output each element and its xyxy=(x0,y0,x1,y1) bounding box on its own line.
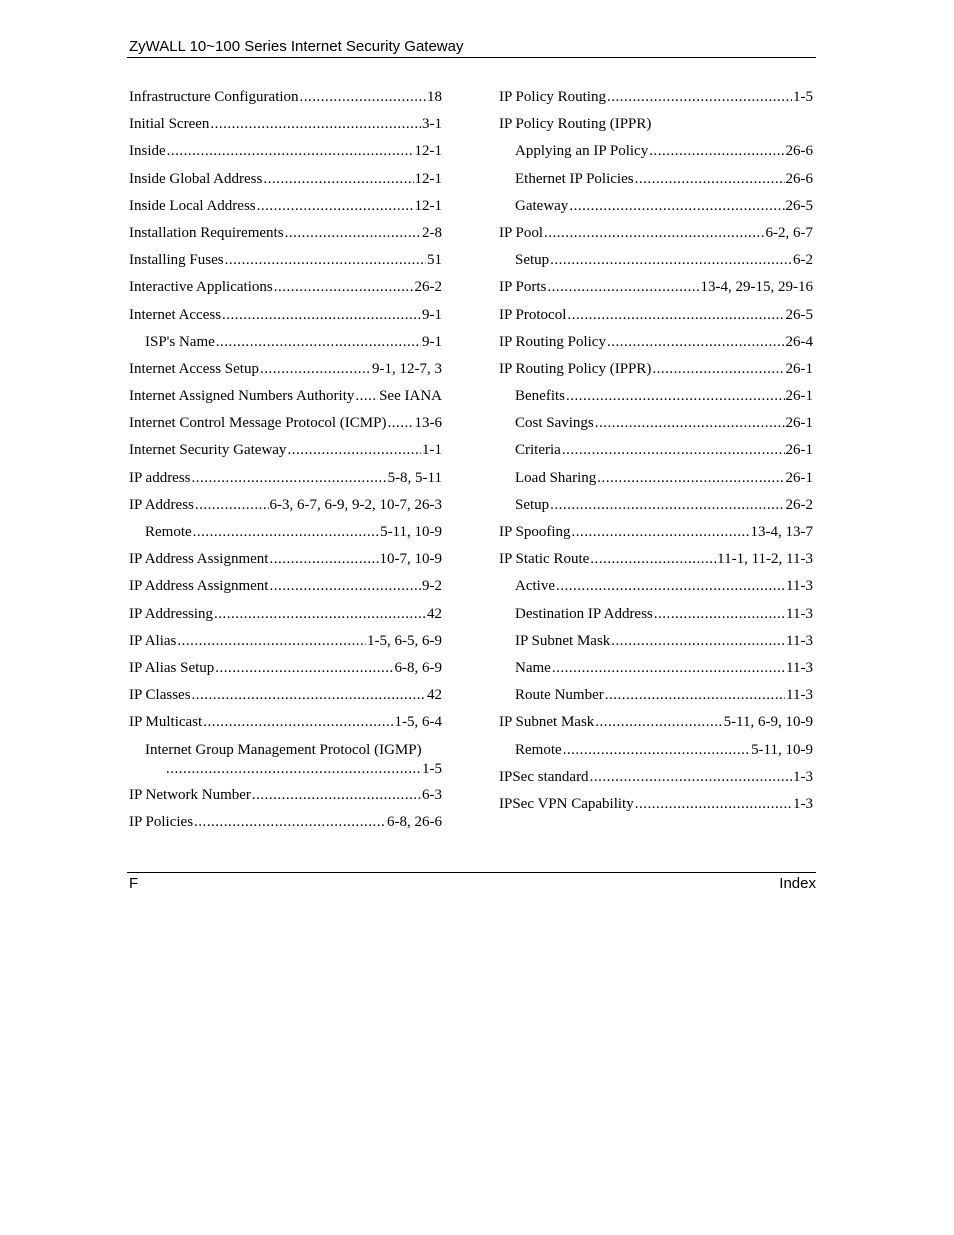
dot-leader xyxy=(544,224,764,243)
index-entry xyxy=(129,306,442,333)
index-page-numbers: 5-11, 6-9, 10-9 xyxy=(723,714,813,731)
index-term: IP address xyxy=(129,469,191,486)
index-entry xyxy=(129,142,442,169)
index-term: Name xyxy=(515,659,551,676)
index-term: IP Ports xyxy=(499,279,547,296)
index-term: IP Routing Policy xyxy=(499,333,606,350)
index-page-numbers: 1-3 xyxy=(793,795,813,812)
index-term: IPSec VPN Capability xyxy=(499,795,634,812)
index-entry xyxy=(499,605,813,632)
index-entry xyxy=(499,115,813,142)
dot-leader xyxy=(562,441,785,460)
dot-leader xyxy=(572,523,750,542)
index-term: IP Routing Policy (IPPR) xyxy=(499,360,652,377)
dot-leader xyxy=(566,387,785,406)
dot-leader xyxy=(550,496,784,515)
index-page-numbers: 9-2 xyxy=(422,578,442,595)
index-page-numbers: See IANA xyxy=(379,388,442,405)
index-term: IP Addressing xyxy=(129,605,214,622)
index-entry xyxy=(129,713,442,740)
index-term: IP Classes xyxy=(129,687,191,704)
index-term: Destination IP Address xyxy=(515,605,653,622)
index-page-numbers: 6-3 xyxy=(422,786,442,803)
dot-leader xyxy=(210,115,421,134)
index-page-numbers: 5-11, 10-9 xyxy=(751,741,813,758)
index-page-numbers: 10-7, 10-9 xyxy=(379,551,442,568)
dot-leader xyxy=(193,523,379,542)
dot-leader xyxy=(222,306,421,325)
index-page-numbers: 13-6 xyxy=(414,415,442,432)
index-entry xyxy=(499,686,813,713)
index-term: IP Address Assignment xyxy=(129,578,269,595)
index-page-numbers: 11-1, 11-2, 11-3 xyxy=(717,551,813,568)
index-term: Applying an IP Policy xyxy=(515,143,649,160)
index-term: IP Subnet Mask xyxy=(515,632,611,649)
index-page-numbers: 12-1 xyxy=(414,170,442,187)
index-entry xyxy=(129,251,442,278)
index-entry xyxy=(499,88,813,115)
index-entry xyxy=(129,741,442,786)
index-entry xyxy=(499,469,813,496)
dot-leader xyxy=(166,760,421,779)
index-page-numbers: 26-1 xyxy=(785,415,813,432)
index-term: Load Sharing xyxy=(515,469,597,486)
index-page-numbers: 12-1 xyxy=(414,143,442,160)
index-entry xyxy=(499,224,813,251)
footer-index-label: Index xyxy=(779,875,816,892)
dot-leader xyxy=(556,577,785,596)
dot-leader xyxy=(257,197,414,216)
index-entry xyxy=(129,441,442,468)
index-entry xyxy=(129,333,442,360)
index-entry xyxy=(129,278,442,305)
dot-leader xyxy=(605,686,785,705)
dot-leader xyxy=(652,360,784,379)
dot-leader xyxy=(274,278,414,297)
dot-leader xyxy=(611,632,785,651)
index-page-numbers: 18 xyxy=(427,89,442,105)
index-page-numbers: 13-4, 29-15, 29-16 xyxy=(700,279,813,296)
index-entry xyxy=(129,632,442,659)
dot-leader xyxy=(203,713,393,732)
index-page-numbers: 26-2 xyxy=(414,279,442,296)
index-entry xyxy=(129,813,442,840)
header-rule xyxy=(127,57,816,58)
dot-leader xyxy=(552,659,785,678)
index-term: Infrastructure Configuration xyxy=(129,89,299,105)
index-page-numbers: 26-1 xyxy=(785,442,813,459)
index-term: ISP's Name xyxy=(145,333,215,350)
index-term: IP Protocol xyxy=(499,306,567,323)
dot-leader xyxy=(654,605,785,624)
index-page-numbers: 42 xyxy=(427,605,442,622)
dot-leader xyxy=(355,387,378,406)
index-page-numbers: 5-11, 10-9 xyxy=(380,524,442,540)
dot-leader xyxy=(269,577,421,596)
dot-leader xyxy=(263,170,413,189)
dot-leader xyxy=(563,741,750,760)
index-column-right xyxy=(499,88,813,822)
dot-leader xyxy=(595,713,722,732)
dot-leader xyxy=(194,813,386,832)
index-page-numbers: 6-2 xyxy=(793,252,813,269)
index-term: IP Subnet Mask xyxy=(499,714,595,731)
index-page-numbers: 6-3, 6-7, 6-9, 9-2, 10-7, 26-3 xyxy=(269,496,442,513)
index-page-numbers: 26-5 xyxy=(785,197,813,214)
dot-leader xyxy=(590,550,716,569)
dot-leader xyxy=(547,278,699,297)
footer-rule xyxy=(127,872,816,873)
index-page-numbers: 26-1 xyxy=(785,388,813,405)
page-header-title: ZyWALL 10~100 Series Internet Security Gateway xyxy=(129,38,464,55)
index-page-numbers: 9-1 xyxy=(422,306,442,323)
index-page-numbers: 2-8 xyxy=(422,224,442,241)
index-column-left xyxy=(129,88,442,840)
dot-leader xyxy=(177,632,366,651)
index-entry xyxy=(499,197,813,224)
dot-leader xyxy=(635,795,792,814)
index-page-numbers: 3-1 xyxy=(422,116,442,133)
index-page-numbers: 51 xyxy=(427,252,442,269)
index-entry xyxy=(129,88,442,115)
index-entry xyxy=(129,686,442,713)
index-entry xyxy=(129,577,442,604)
index-term: IP Multicast xyxy=(129,714,203,731)
index-term: Internet Group Management Protocol (IGMP) xyxy=(145,741,422,758)
index-entry xyxy=(499,306,813,333)
index-term: Internet Assigned Numbers Authority xyxy=(129,388,355,405)
index-entry xyxy=(129,496,442,523)
dot-leader xyxy=(607,88,792,107)
index-entry xyxy=(129,550,442,577)
index-term: Internet Access Setup xyxy=(129,360,259,377)
index-page-numbers: 5-8, 5-11 xyxy=(387,469,442,486)
index-term: Ethernet IP Policies xyxy=(515,170,634,187)
index-term: IP Alias Setup xyxy=(129,659,215,676)
index-term: IP Policy Routing (IPPR) xyxy=(499,116,652,133)
index-term: IP Pool xyxy=(499,224,544,241)
index-term: IP Static Route xyxy=(499,551,590,568)
dot-leader xyxy=(287,441,421,460)
dot-leader xyxy=(387,414,413,433)
index-term: Internet Access xyxy=(129,306,222,323)
index-entry xyxy=(499,333,813,360)
dot-leader xyxy=(595,414,785,433)
dot-leader xyxy=(285,224,421,243)
index-entry xyxy=(129,659,442,686)
dot-leader xyxy=(597,469,784,488)
index-page-numbers: 6-8, 26-6 xyxy=(387,813,442,830)
index-entry xyxy=(499,632,813,659)
index-entry xyxy=(499,387,813,414)
index-term: IP Address xyxy=(129,496,194,513)
index-entry xyxy=(499,496,813,523)
index-page-numbers: 26-1 xyxy=(785,360,813,377)
index-page-numbers: 1-5, 6-4 xyxy=(394,714,442,731)
index-entry xyxy=(129,115,442,142)
dot-leader xyxy=(225,251,426,270)
index-page-numbers: 1-5 xyxy=(793,89,813,105)
index-page-numbers: 1-3 xyxy=(793,768,813,785)
index-term: Inside xyxy=(129,143,166,160)
index-page-numbers: 13-4, 13-7 xyxy=(750,524,813,540)
index-term: IP Policies xyxy=(129,813,194,830)
dot-leader xyxy=(214,605,426,624)
index-page-numbers: 26-6 xyxy=(785,170,813,187)
index-page-numbers: 26-1 xyxy=(785,469,813,486)
index-page-numbers: 9-1, 12-7, 3 xyxy=(372,360,442,377)
dot-leader xyxy=(649,142,784,161)
index-entry xyxy=(499,414,813,441)
index-entry xyxy=(129,387,442,414)
index-entry xyxy=(129,605,442,632)
index-entry xyxy=(499,659,813,686)
index-entry xyxy=(129,360,442,387)
index-page-numbers: 11-3 xyxy=(786,578,813,595)
index-entry xyxy=(129,197,442,224)
dot-leader xyxy=(607,333,785,352)
index-term: Active xyxy=(515,578,555,595)
dot-leader xyxy=(195,496,269,515)
index-term: Installation Requirements xyxy=(129,224,284,241)
dot-leader xyxy=(192,469,387,488)
index-page-numbers: 1-1 xyxy=(422,442,442,459)
index-entry xyxy=(129,414,442,441)
index-term: Internet Security Gateway xyxy=(129,442,287,459)
index-term: Route Number xyxy=(515,687,604,704)
index-term: Inside Global Address xyxy=(129,170,263,187)
index-page-numbers: 11-3 xyxy=(786,632,813,649)
index-page-numbers: 1-5, 6-5, 6-9 xyxy=(367,632,442,649)
index-entry xyxy=(129,786,442,813)
index-term: Criteria xyxy=(515,442,561,459)
dot-leader xyxy=(192,686,426,705)
dot-leader xyxy=(569,197,784,216)
index-term: Setup xyxy=(515,496,550,513)
index-page-numbers: 11-3 xyxy=(786,605,813,622)
dot-leader xyxy=(215,659,393,678)
index-term: Remote xyxy=(515,741,562,758)
dot-leader xyxy=(550,251,792,270)
index-page-numbers: 26-6 xyxy=(785,143,813,160)
index-page-numbers: 12-1 xyxy=(414,197,442,214)
index-entry xyxy=(499,795,813,822)
index-entry xyxy=(499,577,813,604)
index-term: Setup xyxy=(515,252,550,269)
index-entry xyxy=(129,469,442,496)
index-page-numbers: 26-5 xyxy=(785,306,813,323)
index-page-numbers: 26-2 xyxy=(785,496,813,513)
index-entry xyxy=(499,441,813,468)
index-page-numbers: 11-3 xyxy=(786,659,813,676)
index-page-numbers: 6-2, 6-7 xyxy=(765,224,813,241)
index-page-numbers: 6-8, 6-9 xyxy=(394,659,442,676)
index-term: Internet Control Message Protocol (ICMP) xyxy=(129,415,387,432)
dot-leader xyxy=(167,142,414,161)
index-entry xyxy=(499,278,813,305)
index-entry xyxy=(499,360,813,387)
index-term: Inside Local Address xyxy=(129,197,256,214)
index-entry xyxy=(499,550,813,577)
index-page-numbers: 1-5 xyxy=(422,760,442,777)
index-page-numbers: 42 xyxy=(427,687,442,704)
index-page-numbers: 26-4 xyxy=(785,333,813,350)
index-entry xyxy=(499,251,813,278)
index-entry xyxy=(499,741,813,768)
index-entry xyxy=(499,523,813,550)
dot-leader xyxy=(635,170,785,189)
index-term: Installing Fuses xyxy=(129,252,224,269)
index-term: Interactive Applications xyxy=(129,279,273,296)
dot-leader xyxy=(260,360,371,379)
index-term: IP Network Number xyxy=(129,786,251,803)
dot-leader xyxy=(567,306,784,325)
footer-section-letter: F xyxy=(129,875,139,892)
index-entry xyxy=(499,768,813,795)
index-term: Initial Screen xyxy=(129,116,210,133)
index-entry xyxy=(499,170,813,197)
index-term: Benefits xyxy=(515,388,565,405)
index-term: IP Policy Routing xyxy=(499,89,606,105)
dot-leader xyxy=(300,88,426,107)
index-term: IP Address Assignment xyxy=(129,551,269,568)
index-term: Cost Savings xyxy=(515,415,594,432)
index-term: IP Alias xyxy=(129,632,177,649)
dot-leader xyxy=(590,768,792,787)
index-entry xyxy=(129,170,442,197)
index-term: Gateway xyxy=(515,197,569,214)
index-entry xyxy=(129,523,442,550)
index-page-numbers: 9-1 xyxy=(422,333,442,350)
index-entry xyxy=(129,224,442,251)
dot-leader xyxy=(269,550,378,569)
index-page-numbers: 11-3 xyxy=(786,687,813,704)
index-entry xyxy=(499,142,813,169)
index-entry xyxy=(499,713,813,740)
index-term: IPSec standard xyxy=(499,768,589,785)
index-term: IP Spoofing xyxy=(499,524,571,540)
index-term: Remote xyxy=(145,524,192,540)
dot-leader xyxy=(216,333,421,352)
dot-leader xyxy=(252,786,421,805)
